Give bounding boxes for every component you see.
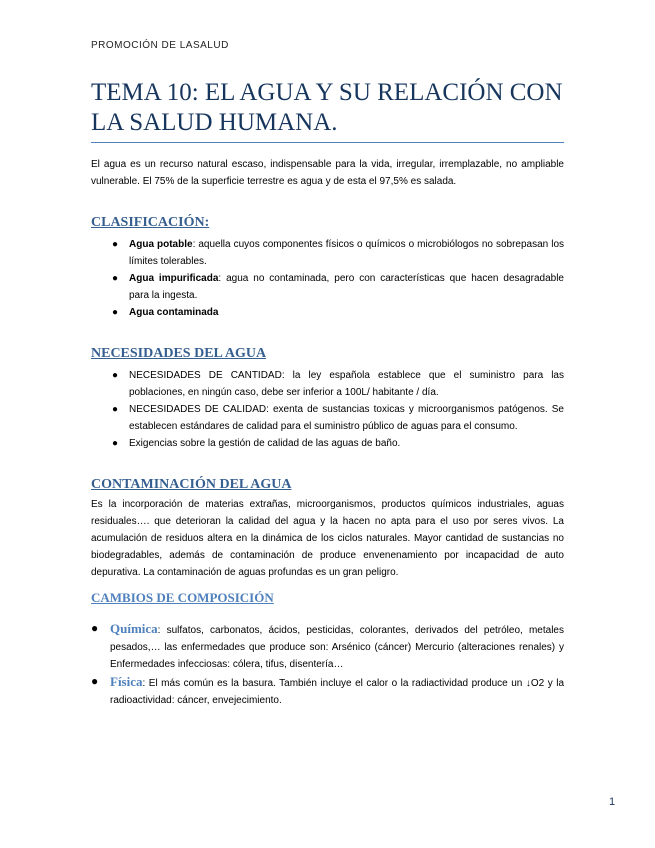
list-item: ● NECESIDADES DE CALIDAD: exenta de sustancias toxicas y microorganismos patógenos. Se establecen estándares de calidad para el suministro público de aguas para el consumo. xyxy=(129,401,564,435)
section-heading-contaminacion: CONTAMINACIÓN DEL AGUA xyxy=(91,477,292,492)
list-item: ● Agua potable: aquella cuyos componentes físicos o químicos o microbiólogos no sobrepasan los límites tolerables. xyxy=(129,236,564,270)
list-item: ● Agua impurificada: agua no contaminada, pero con características que hacen desagradable para la ingesta. xyxy=(129,270,564,304)
list-item: ● Química: sulfatos, carbonatos, ácidos, pesticidas, colorantes, derivados del petróleo, metales pesados,… las enfermedades que produce son: Arsénico (cáncer) Mercurio (alteraciones renales) y Enfermedades infecciosas: cólera, tifus, disentería… xyxy=(91,621,564,670)
list-item: ● Física: El más común es la basura. También incluye el calor o la radiactividad produce un ↓O2 y la radioactividad: cáncer, envejecimiento. xyxy=(91,674,564,706)
bullet-icon: ● xyxy=(112,273,119,284)
section-heading-cambios: CAMBIOS DE COMPOSICIÓN xyxy=(91,590,274,605)
intro-paragraph: El agua es un recurso natural escaso, indispensable para la vida, irregular, irremplazable, no ampliable vulnerable. El 75% de la superficie terrestre es agua y de esta el 97,5% es salada. xyxy=(91,159,564,187)
bullet-icon: ● xyxy=(112,404,119,415)
bullet-icon: ● xyxy=(112,438,119,449)
bullet-icon: ● xyxy=(112,370,119,381)
page-title: TEMA 10: EL AGUA Y SU RELACIÓN CON LA SALUD HUMANA. xyxy=(91,78,564,143)
list-item: ● Exigencias sobre la gestión de calidad de las aguas de baño. xyxy=(129,435,564,452)
running-header: PROMOCIÓN DE LASALUD xyxy=(91,40,229,51)
list-item: ● Agua contaminada xyxy=(129,304,564,321)
contaminacion-paragraph: Es la incorporación de materias extrañas, microorganismos, productos químicos industriales, aguas residuales…. que deterioran la calidad del agua y la hacen no apta para el uso por seres vivos. La acumulación de residuos altera en la dinámica de los ciclos naturales. Mayor cantidad de sustancias no biodegradables, además de contaminación de produce envenenamiento por incapacidad de auto depurativa. La contaminación de aguas profundas es un gran peligro. xyxy=(91,499,564,578)
page-number: 1 xyxy=(609,796,616,808)
bullet-icon: ● xyxy=(91,621,99,635)
cambios-list xyxy=(91,620,564,709)
necesidades-list xyxy=(112,367,564,452)
bullet-icon: ● xyxy=(112,239,119,250)
clasificacion-list xyxy=(112,236,565,321)
section-heading-clasificacion: CLASIFICACIÓN: xyxy=(91,215,210,230)
bullet-icon: ● xyxy=(91,674,99,688)
bullet-icon: ● xyxy=(112,307,119,318)
section-heading-necesidades: NECESIDADES DEL AGUA xyxy=(91,346,267,361)
list-item: ● NECESIDADES DE CANTIDAD: la ley española establece que el suministro para las poblaciones, en ningún caso, debe ser inferior a 100L/ habitante / día. xyxy=(129,367,564,401)
